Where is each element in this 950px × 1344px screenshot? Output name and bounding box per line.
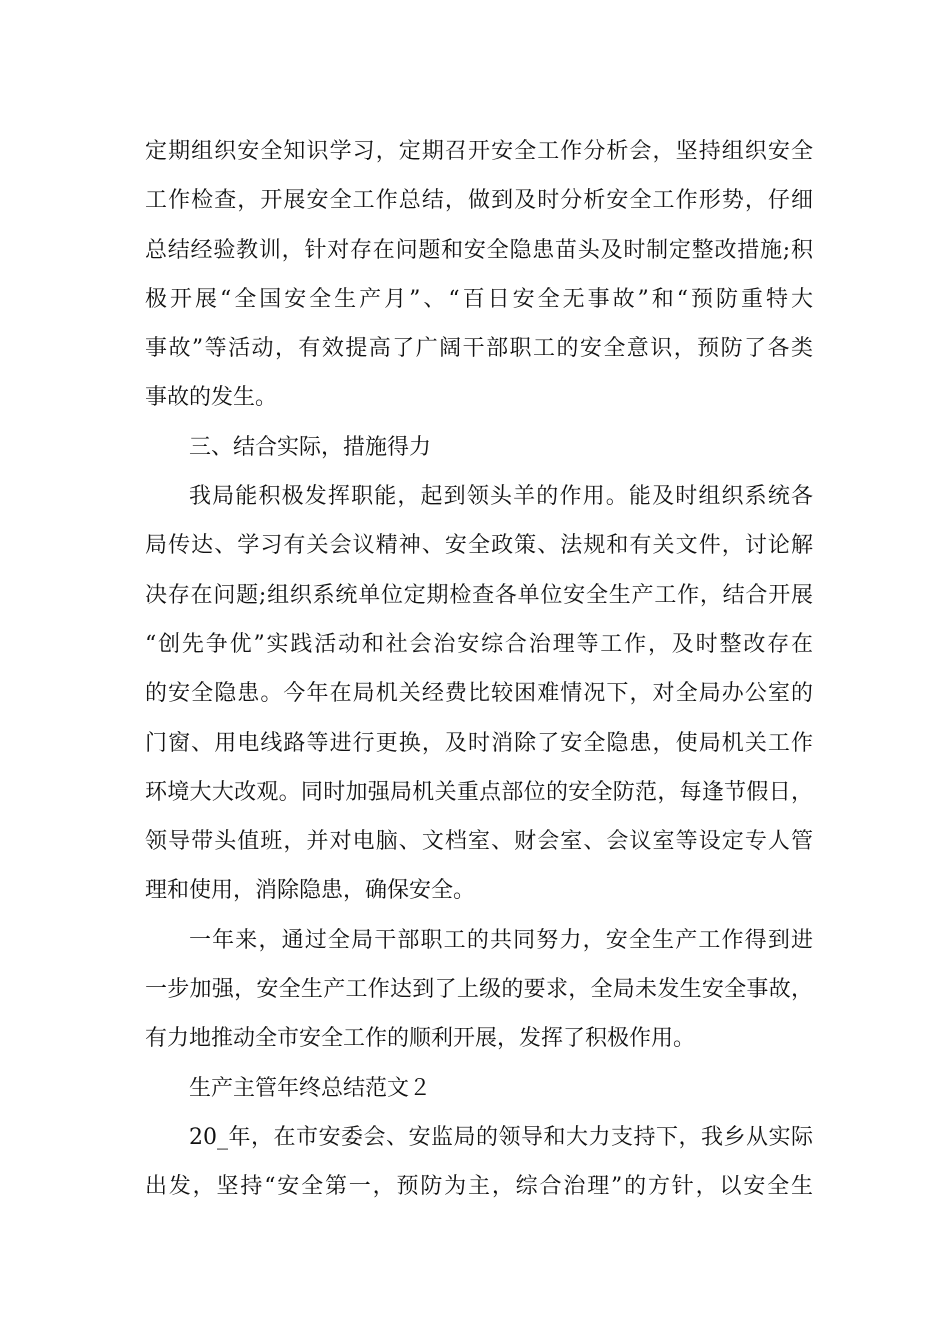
text-line: 极开展“全国安全生产月”、“百日安全无事故”和“预防重特大 — [145, 286, 813, 312]
document-body — [145, 127, 813, 1212]
text-line: 定期组织安全知识学习，定期召开安全工作分析会，坚持组织安全 — [145, 139, 813, 164]
text-line: 总结经验教训，针对存在问题和安全隐患苗头及时制定整改措施;积 — [145, 237, 813, 263]
text-line: 20_年，在市安委会、安监局的领导和大力支持下，我乡从实际 — [189, 1124, 813, 1150]
text-line: 有力地推动全市安全工作的顺利开展，发挥了积极作用。 — [145, 1026, 696, 1052]
text-line: 一步加强，安全生产工作达到了上级的要求，全局未发生安全事故， — [145, 977, 813, 1003]
text-line: 环境大大改观。同时加强局机关重点部位的安全防范，每逢节假日， — [145, 779, 813, 805]
text-line: 我局能积极发挥职能，起到领头羊的作用。能及时组织系统各 — [189, 484, 813, 510]
text-line: 工作检查，开展安全工作总结，做到及时分析安全工作形势，仔细 — [145, 188, 813, 214]
text-line: 门窗、用电线路等进行更换，及时消除了安全隐患，使局机关工作 — [145, 730, 813, 756]
text-line: 理和使用，消除隐患，确保安全。 — [145, 878, 476, 904]
text-line: “创先争优”实践活动和社会治安综合治理等工作，及时整改存在 — [145, 631, 813, 657]
text-line: 局传达、学习有关会议精神、安全政策、法规和有关文件，讨论解 — [145, 533, 813, 559]
text-line: 决存在问题;组织系统单位定期检查各单位安全生产工作，结合开展 — [145, 582, 813, 608]
text-line: 的安全隐患。今年在局机关经费比较困难情况下，对全局办公室的 — [145, 681, 813, 707]
section-heading: 三、结合实际，措施得力 — [189, 434, 432, 460]
text-line: 一年来，通过全局干部职工的共同努力，安全生产工作得到进 — [189, 927, 813, 953]
text-line: 事故的发生。 — [145, 385, 278, 411]
text-line: 事故”等活动，有效提高了广阔干部职工的安全意识，预防了各类 — [145, 336, 813, 362]
text-line: 领导带头值班，并对电脑、文档室、财会室、会议室等设定专人管 — [145, 829, 813, 855]
text-line: 出发，坚持“安全第一，预防为主，综合治理”的方针，以安全生 — [145, 1174, 813, 1200]
section-heading: 生产主管年终总结范文２ — [189, 1075, 432, 1101]
